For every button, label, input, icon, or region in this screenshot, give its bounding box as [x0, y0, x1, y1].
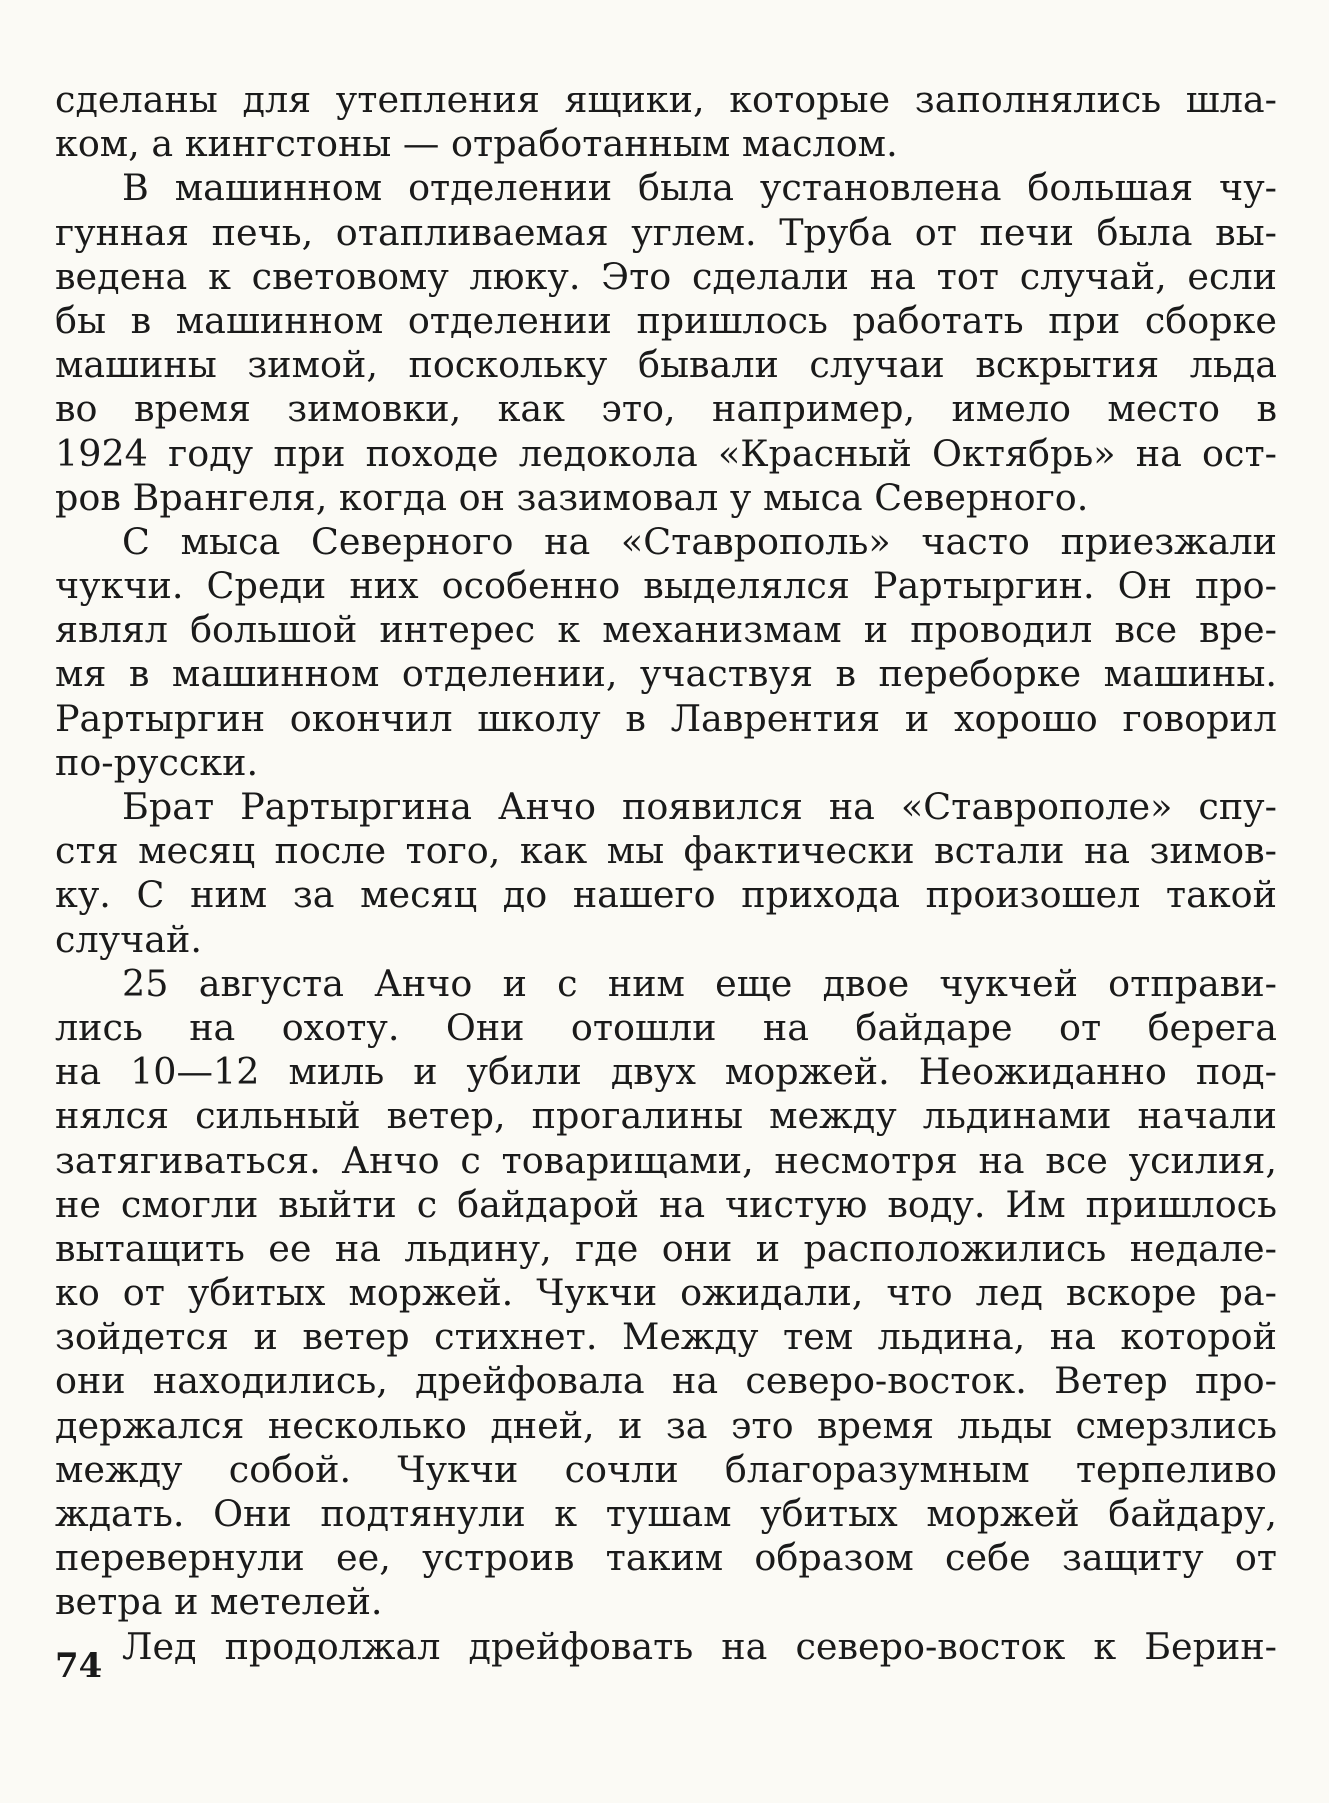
text-line: перевернули ее, устроив таким образом себе защиту от — [55, 1536, 1277, 1580]
text-line: случай. — [55, 917, 202, 961]
text-line: вытащить ее на льдину, где они и расположились недале- — [55, 1226, 1277, 1270]
text-line: ветра и метелей. — [55, 1580, 383, 1624]
text-line: затягиваться. Анчо с товарищами, несмотря на все усилия, — [55, 1138, 1277, 1182]
text-line: Лед продолжал дрейфовать на северо-восток к Берин- — [122, 1624, 1277, 1668]
text-line: они находились, дрейфовала на северо-восток. Ветер про- — [55, 1359, 1277, 1403]
text-line: между собой. Чукчи сочли благоразумным терпеливо — [55, 1447, 1277, 1491]
text-line: стя месяц после того, как мы фактически встали на зимов- — [55, 829, 1277, 873]
text-line: ку. С ним за месяц до нашего прихода произошел такой — [55, 873, 1277, 917]
text-line: 25 августа Анчо и с ним еще двое чукчей отправи- — [122, 961, 1277, 1005]
text-line: 1924 году при походе ледокола «Красный Октябрь» на ост- — [55, 431, 1277, 475]
text-line: гунная печь, отапливаемая углем. Труба от печи была вы- — [55, 210, 1277, 254]
text-line: мя в машинном отделении, участвуя в переборке машины. — [55, 652, 1277, 696]
text-line: по-русски. — [55, 740, 259, 784]
text-line: ком, а кингстоны — отработанным маслом. — [55, 122, 898, 166]
page-body-text — [55, 78, 1277, 1669]
text-line: ко от убитых моржей. Чукчи ожидали, что лед вскоре ра- — [55, 1271, 1277, 1315]
text-line: во время зимовки, как это, например, имело место в — [55, 387, 1277, 431]
text-line: сделаны для утепления ящики, которые заполнялись шла- — [55, 78, 1277, 121]
text-line: Рартыргин окончил школу в Лаврентия и хорошо говорил — [55, 696, 1277, 740]
text-line: ров Врангеля, когда он зазимовал у мыса Северного. — [55, 475, 1089, 519]
text-line: машины зимой, поскольку бывали случаи вскрытия льда — [55, 343, 1277, 387]
text-line: не смогли выйти с байдарой на чистую воду. Им пришлось — [55, 1182, 1277, 1226]
text-line: зойдется и ветер стихнет. Между тем льдина, на которой — [55, 1315, 1277, 1359]
page-number: 74 — [55, 1646, 103, 1686]
text-line: на 10—12 миль и убили двух моржей. Неожиданно под- — [55, 1050, 1277, 1094]
text-line: ведена к световому люку. Это сделали на тот случай, если — [55, 254, 1277, 298]
text-line: нялся сильный ветер, прогалины между льдинами начали — [55, 1094, 1277, 1138]
text-line: чукчи. Среди них особенно выделялся Рартыргин. Он про- — [55, 564, 1277, 608]
text-line: В машинном отделении была установлена большая чу- — [122, 166, 1277, 210]
text-line: Брат Рартыргина Анчо появился на «Ставрополе» спу- — [122, 785, 1277, 828]
text-line: лись на охоту. Они отошли на байдаре от берега — [55, 1005, 1277, 1049]
text-line: являл большой интерес к механизмам и проводил все вре- — [55, 608, 1277, 652]
text-line: С мыса Северного на «Ставрополь» часто приезжали — [122, 519, 1277, 563]
text-line: бы в машинном отделении пришлось работать при сборке — [55, 298, 1277, 342]
text-line: держался несколько дней, и за это время льды смерзлись — [55, 1403, 1277, 1447]
text-line: ждать. Они подтянули к тушам убитых моржей байдару, — [55, 1492, 1277, 1535]
